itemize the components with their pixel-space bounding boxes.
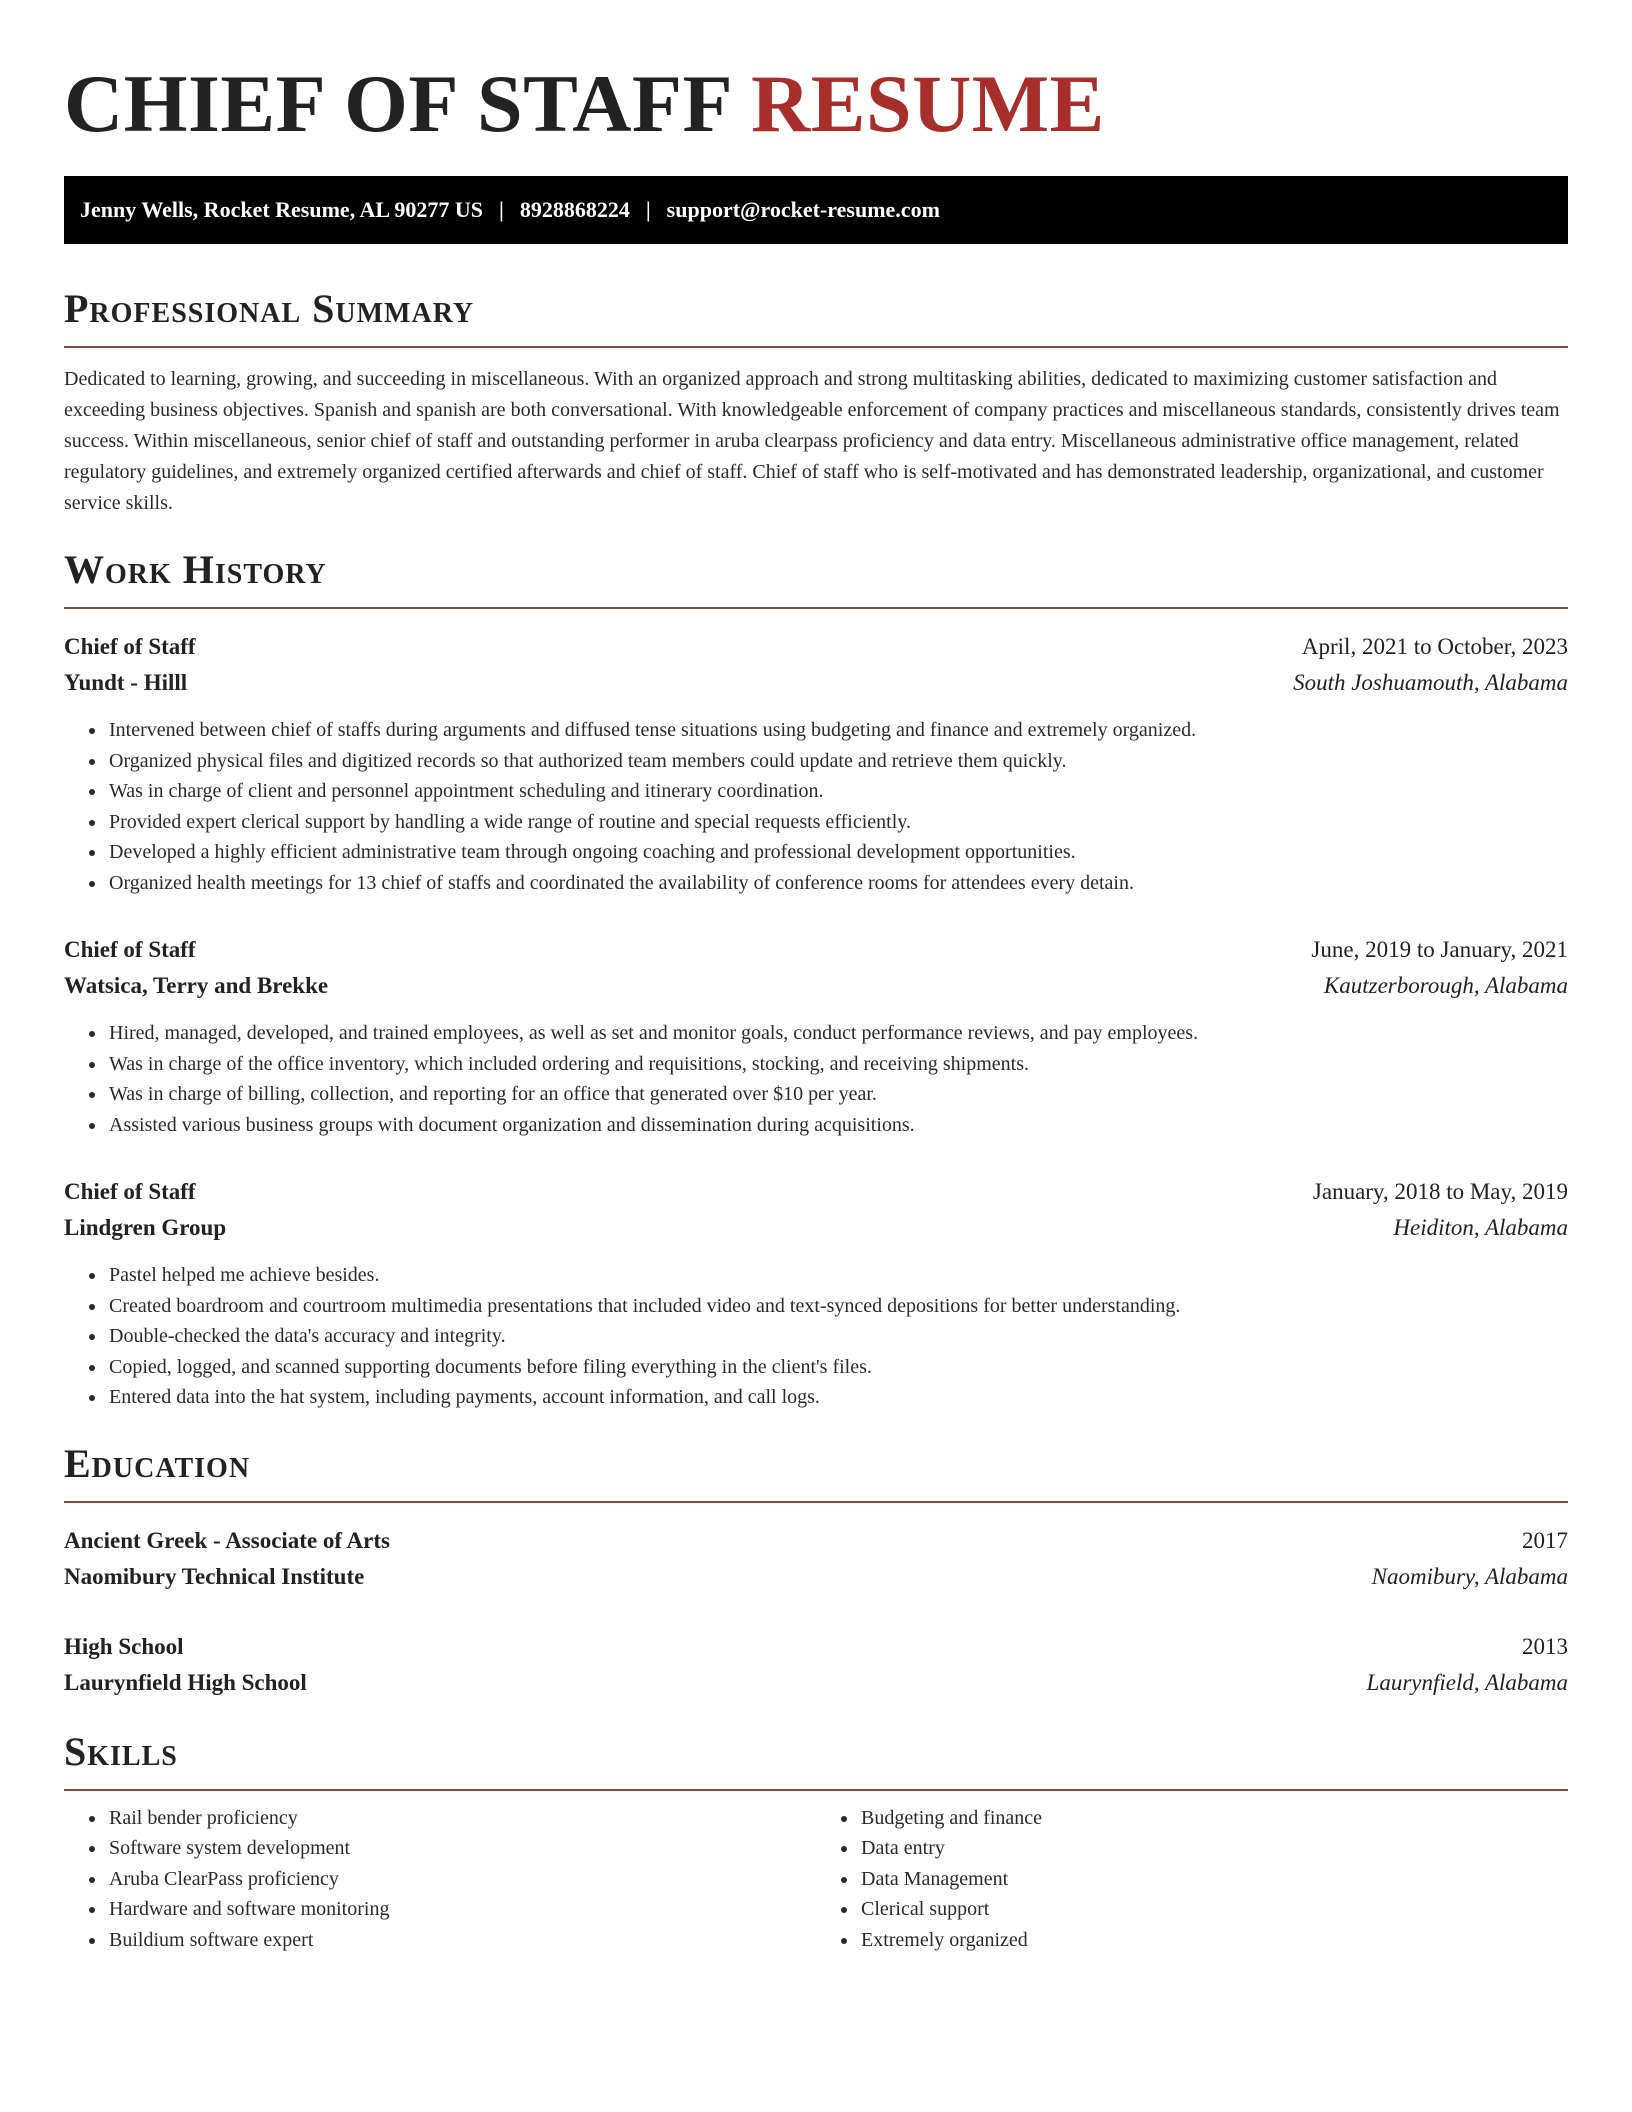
list-item: • Organized health meetings for 13 chief of staffs and coordinated the availability of conference rooms for attendees every detain.: [107, 868, 1568, 899]
section-divider: [64, 1789, 1568, 1791]
job-location: South Joshuamouth, Alabama: [1293, 670, 1568, 695]
education-year: 2013: [1522, 1633, 1568, 1659]
contact-bar: [64, 176, 1568, 244]
education-year: 2017: [1522, 1527, 1568, 1553]
title-main: CHIEF OF STAFF: [64, 58, 731, 149]
contact-separator: |: [498, 197, 504, 222]
skill-item: • Clerical support: [859, 1894, 1568, 1925]
section-heading: Professional Summary: [64, 286, 475, 331]
list-item: • Copied, logged, and scanned supporting documents before filing everything in the client's files.: [107, 1352, 1568, 1383]
list-item: • Hired, managed, developed, and trained employees, as well as set and monitor goals, conduct performance reviews, and pay employees.: [107, 1018, 1568, 1049]
job-duties: [64, 1018, 1568, 1140]
job-location: Kautzerborough, Alabama: [1323, 973, 1568, 998]
education-degree: High School: [64, 1633, 184, 1659]
job-title: Chief of Staff: [64, 937, 196, 962]
section-heading: Work History: [64, 547, 327, 592]
education-location: Laurynfield, Alabama: [1366, 1669, 1568, 1695]
education-school: Naomibury Technical Institute: [64, 1563, 365, 1589]
job-company: Lindgren Group: [64, 1215, 227, 1240]
education-entry: [64, 1523, 1568, 1595]
work-history-section: [64, 545, 1568, 1413]
list-item: • Entered data into the hat system, including payments, account information, and call logs.: [107, 1382, 1568, 1413]
list-item: • Was in charge of billing, collection, and reporting for an office that generated over $10 per year.: [107, 1079, 1568, 1110]
list-item: • Organized physical files and digitized records so that authorized team members could update and retrieve them quickly.: [107, 746, 1568, 777]
skill-item: • Aruba ClearPass proficiency: [107, 1864, 816, 1895]
skills-columns: [64, 1803, 1568, 1956]
job-entry: [64, 932, 1568, 1140]
list-item: • Provided expert clerical support by handling a wide range of routine and special requests efficiently.: [107, 807, 1568, 838]
job-duties: [64, 1260, 1568, 1413]
skill-item: • Buildium software expert: [107, 1925, 816, 1956]
skill-item: • Rail bender proficiency: [107, 1803, 816, 1834]
section-divider: [64, 607, 1568, 609]
skills-section: [64, 1727, 1568, 1956]
education-location: Naomibury, Alabama: [1371, 1563, 1568, 1589]
skill-item: • Hardware and software monitoring: [107, 1894, 816, 1925]
list-item: • Was in charge of client and personnel appointment scheduling and itinerary coordination.: [107, 776, 1568, 807]
section-heading: Skills: [64, 1728, 178, 1774]
skill-item: • Extremely organized: [859, 1925, 1568, 1956]
list-item: • Pastel helped me achieve besides.: [107, 1260, 1568, 1291]
education-school: Laurynfield High School: [64, 1669, 307, 1695]
professional-summary-section: [64, 284, 1568, 519]
resume-title: [64, 56, 1568, 152]
section-heading: Education: [64, 1440, 251, 1486]
list-item: • Was in charge of the office inventory, which included ordering and requisitions, stocking, and receiving shipments.: [107, 1049, 1568, 1080]
job-company: Yundt - Hilll: [64, 670, 188, 695]
education-entry: [64, 1629, 1568, 1701]
list-item: • Assisted various business groups with document organization and dissemination during acquisitions.: [107, 1110, 1568, 1141]
contact-email[interactable]: support@rocket-resume.com: [666, 197, 940, 222]
job-duties: [64, 715, 1568, 898]
list-item: • Created boardroom and courtroom multimedia presentations that included video and text-synced depositions for better understanding.: [107, 1291, 1568, 1322]
job-entry: [64, 1174, 1568, 1413]
section-divider: [64, 1501, 1568, 1503]
section-divider: [64, 346, 1568, 348]
skill-item: • Data entry: [859, 1833, 1568, 1864]
job-dates: June, 2019 to January, 2021: [1311, 937, 1568, 962]
job-title: Chief of Staff: [64, 1179, 196, 1204]
skill-item: • Data Management: [859, 1864, 1568, 1895]
job-entry: [64, 629, 1568, 898]
summary-text: Dedicated to learning, growing, and succeeding in miscellaneous. With an organized approach and strong multitasking abilities, dedicated to maximizing customer satisfaction and exceeding business objectives. Spanish and spanish are both conversational. With knowledgeable enforcement of company practices and miscellaneous standards, consistently drives team success. Within miscellaneous, senior chief of staff and outstanding performer in aruba clearpass proficiency and data entry. Miscellaneous administrative office management, related regulatory guidelines, and extremely organized certified afterwards and chief of staff. Chief of staff who is self-motivated and has demonstrated leadership, organizational, and customer service skills.: [64, 368, 1560, 514]
job-dates: January, 2018 to May, 2019: [1312, 1179, 1568, 1204]
list-item: • Developed a highly efficient administrative team through ongoing coaching and professional development opportunities.: [107, 837, 1568, 868]
contact-phone[interactable]: 8928868224: [519, 197, 630, 222]
list-item: • Intervened between chief of staffs during arguments and diffused tense situations using budgeting and finance and extremely organized.: [107, 715, 1568, 746]
list-item: • Double-checked the data's accuracy and integrity.: [107, 1321, 1568, 1352]
skills-list-right: [816, 1803, 1568, 1956]
contact-separator: |: [645, 197, 651, 222]
skills-list-left: [64, 1803, 816, 1956]
job-dates: April, 2021 to October, 2023: [1301, 634, 1568, 659]
skill-item: • Software system development: [107, 1833, 816, 1864]
education-degree: Ancient Greek - Associate of Arts: [64, 1527, 390, 1553]
education-section: [64, 1439, 1568, 1701]
contact-address: Jenny Wells, Rocket Resume, AL 90277 US: [80, 197, 483, 222]
title-accent: RESUME: [751, 58, 1105, 149]
job-location: Heiditon, Alabama: [1393, 1215, 1568, 1240]
skill-item: • Budgeting and finance: [859, 1803, 1568, 1834]
job-company: Watsica, Terry and Brekke: [64, 973, 329, 998]
job-title: Chief of Staff: [64, 634, 196, 659]
